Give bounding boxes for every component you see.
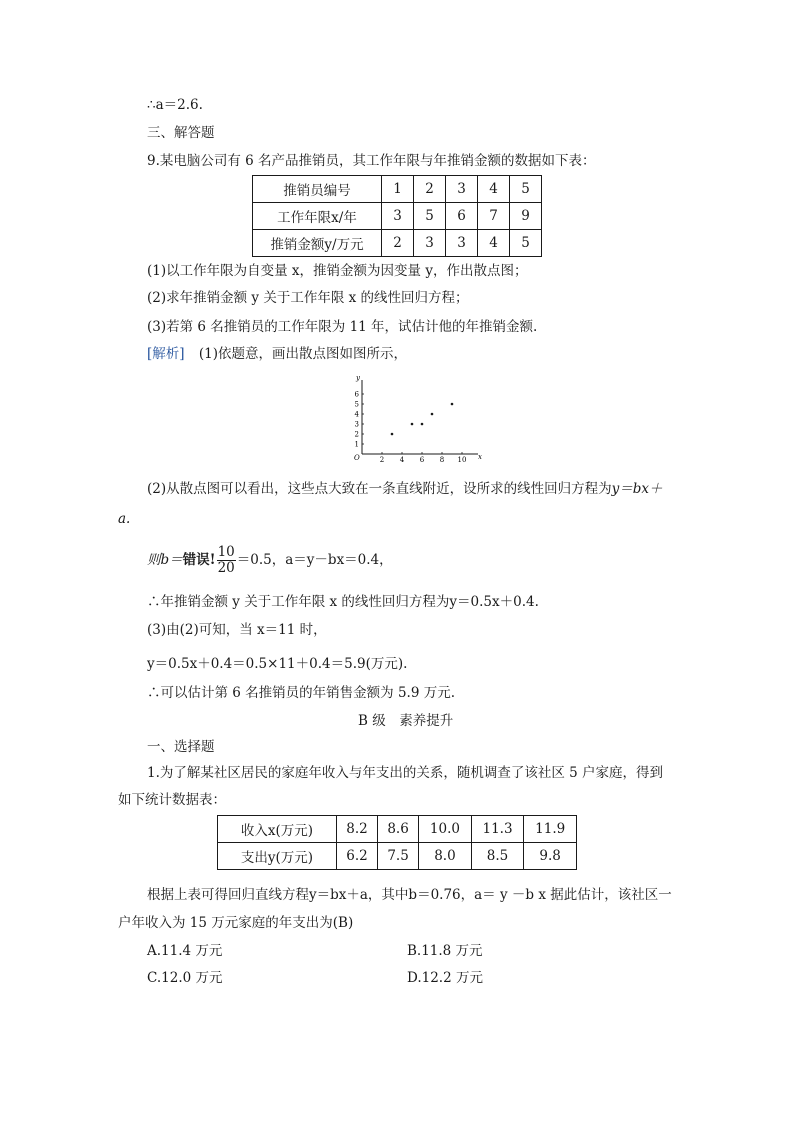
y-tick-label: 4 (354, 410, 359, 419)
table-cell: 5 (510, 230, 542, 257)
y-tick-label: 2 (354, 430, 359, 439)
x-tick-label: 8 (439, 456, 445, 464)
slope-formula-prefix: 则b＝ (147, 552, 183, 568)
y-tick-label: 6 (354, 390, 359, 399)
option-d: D.12.2 万元 (407, 970, 483, 986)
table-cell: 7.5 (378, 843, 419, 870)
table-cell: 3 (382, 203, 414, 230)
section-heading-choice: 一、选择题 (147, 739, 215, 755)
solution-conclusion: ∴a＝2.6. (147, 97, 203, 113)
table-cell: 2 (414, 176, 446, 203)
x-tick-label: 10 (457, 456, 467, 464)
table-cell: 8.6 (378, 816, 419, 843)
y-tick-label: 3 (354, 420, 359, 429)
analysis-step-2 (147, 480, 663, 498)
option-c: C.12.0 万元 (147, 970, 223, 986)
x-axis-label: x (478, 453, 482, 461)
fraction-denominator: 20 (217, 560, 235, 576)
table-cell: 3 (446, 230, 478, 257)
table-cell: 推销金额y/万元 (253, 230, 382, 257)
table-cell: 11.3 (471, 816, 524, 843)
data-point (421, 423, 424, 426)
fraction (217, 545, 236, 576)
table-cell: 工作年限x/年 (253, 203, 382, 230)
table-row (253, 203, 542, 230)
analysis-step-4: ∴年推销金额 y 关于工作年限 x 的线性回归方程为y＝0.5x＋0.4. (147, 594, 539, 610)
question-9-part-3: (3)若第 6 名推销员的工作年限为 11 年，试估计他的年推销金额. (147, 319, 538, 335)
table-row (253, 176, 542, 203)
analysis-step-1-text: (1)依题意，画出散点图如图所示， (198, 346, 407, 362)
regression-equation: y＝bx＋ (611, 481, 663, 497)
analysis-step-7: ∴可以估计第 6 名推销员的年销售金额为 5.9 万元. (147, 685, 456, 701)
table-cell: 1 (382, 176, 414, 203)
analysis-step-6: y＝0.5x＋0.4＝0.5×11＋0.4＝5.9(万元). (147, 656, 408, 672)
y-tick-label: 5 (354, 400, 359, 409)
table-cell: 6.2 (337, 843, 378, 870)
table-cell: 支出y(万元) (218, 843, 337, 870)
option-b: B.11.8 万元 (407, 943, 483, 959)
question-9-stem: 9.某电脑公司有 6 名产品推销员，其工作年限与年推销金额的数据如下表： (147, 153, 596, 169)
table-cell: 3 (414, 230, 446, 257)
data-point (391, 433, 394, 436)
table-cell: 3 (446, 176, 478, 203)
question-1-text: 根据上表可得回归直线方程y＝bx＋a，其中b＝0.76，a＝ y －b x 据此估计，该社区一 (147, 887, 672, 903)
table-cell: 5 (510, 176, 542, 203)
scatter-plot-area (354, 374, 482, 464)
section-heading-answers: 三、解答题 (147, 125, 215, 141)
table-row (253, 230, 542, 257)
analysis-step-3 (147, 543, 393, 577)
data-point (411, 423, 414, 426)
origin-label: O (354, 454, 360, 462)
question-1-stem: 1.为了解某社区居民的家庭年收入与年支出的关系，随机调查了该社区 5 户家庭，得到 (147, 765, 664, 781)
table-cell: 推销员编号 (253, 176, 382, 203)
table-cell: 5 (414, 203, 446, 230)
question-1-text-continued: 户年收入为 15 万元家庭的年支出为(B) (118, 915, 354, 931)
table-cell: 2 (382, 230, 414, 257)
question-9-part-1: (1)以工作年限为自变量 x，推销金额为因变量 y，作出散点图； (147, 263, 528, 279)
error-text: 错误! (182, 552, 216, 568)
analysis-step-2-text: (2)从散点图可以看出，这些点大致在一条直线附近，设所求的线性回归方程为 (147, 481, 612, 497)
data-point (431, 413, 434, 416)
x-tick-label: 6 (419, 456, 425, 464)
x-tick-label: 4 (399, 456, 405, 464)
table-cell: 6 (446, 203, 478, 230)
table-cell: 8.2 (337, 816, 378, 843)
table-cell: 11.9 (524, 816, 577, 843)
table-cell: 9.8 (524, 843, 577, 870)
slope-formula-suffix: ＝0.5，a＝y－bx＝0.4， (236, 552, 393, 568)
scatter-plot (340, 370, 480, 465)
question-9-part-2: (2)求年推销金额 y 关于工作年限 x 的线性回归方程； (147, 290, 469, 306)
analysis-step-2-continued: a. (118, 511, 131, 527)
salesperson-table (252, 175, 542, 257)
table-row (218, 843, 577, 870)
data-point (451, 403, 454, 406)
table-cell: 9 (510, 203, 542, 230)
income-expense-table (217, 815, 577, 870)
y-axis-label: y (356, 374, 360, 382)
table-cell: 4 (478, 230, 510, 257)
table-cell: 8.0 (419, 843, 472, 870)
table-cell: 10.0 (419, 816, 472, 843)
level-b-heading: B 级 素养提升 (358, 713, 454, 729)
option-a: A.11.4 万元 (147, 943, 223, 959)
fraction-numerator: 10 (217, 544, 235, 560)
table-cell: 收入x(万元) (218, 816, 337, 843)
question-1-stem-continued: 如下统计数据表： (118, 792, 226, 808)
analysis-step-5: (3)由(2)可知，当 x＝11 时， (147, 622, 327, 638)
x-tick-label: 2 (379, 456, 385, 464)
table-cell: 7 (478, 203, 510, 230)
analysis-tag: [解析] (147, 346, 185, 362)
table-cell: 4 (478, 176, 510, 203)
y-tick-label: 1 (354, 440, 359, 449)
table-cell: 8.5 (471, 843, 524, 870)
analysis-step-1 (147, 345, 407, 363)
table-row (218, 816, 577, 843)
